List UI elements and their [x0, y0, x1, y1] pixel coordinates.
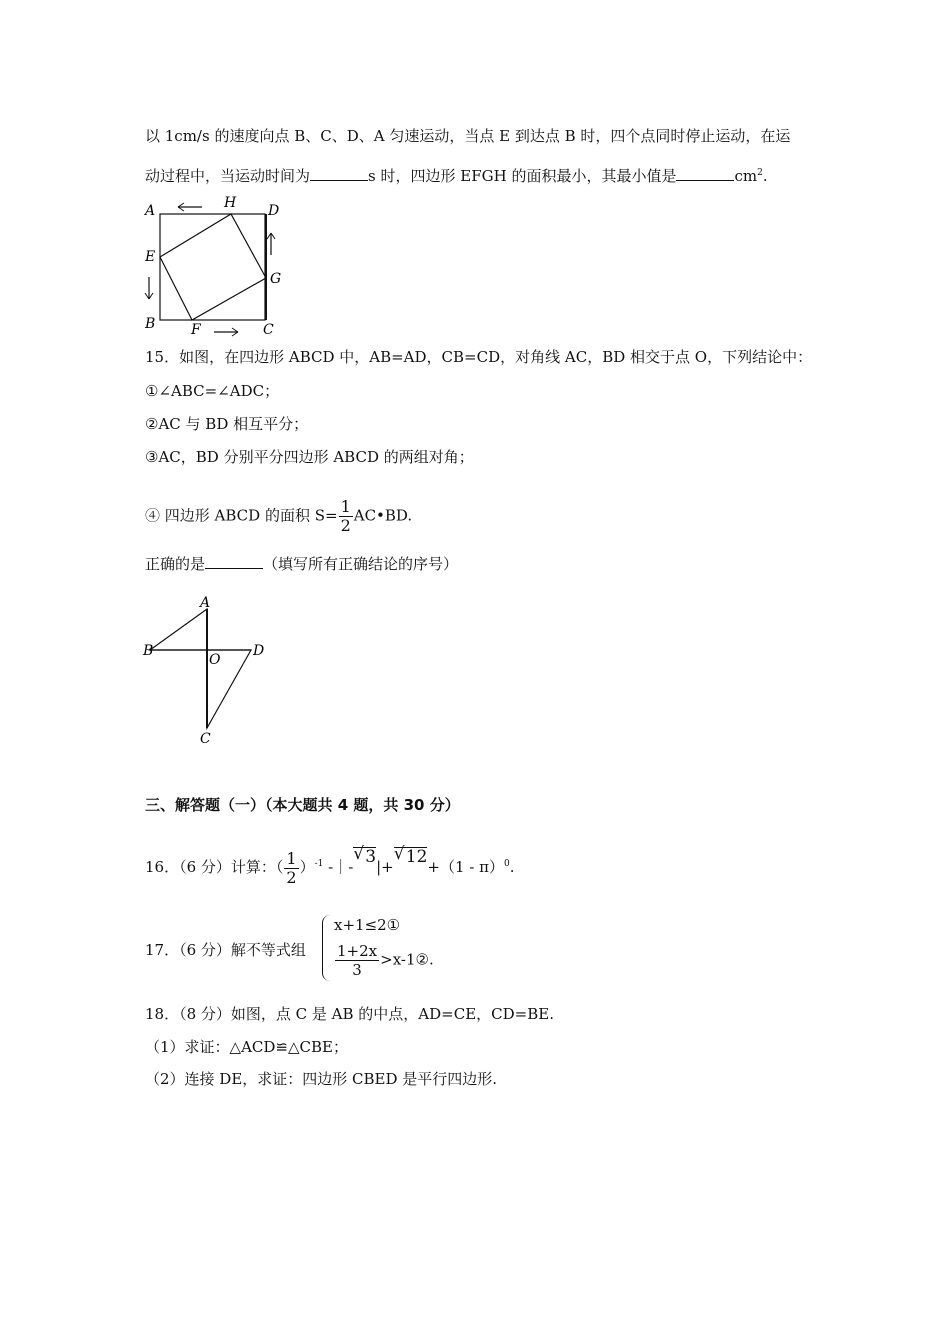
sqrt-3: √ 3 [353, 847, 376, 866]
label-C2: C [200, 731, 211, 747]
label-E: E [145, 249, 156, 265]
kite-figure [140, 593, 280, 753]
label-C: C [263, 322, 274, 338]
p14-line1: 以 1cm/s 的速度向点 B、C、D、A 匀速运动，当点 E 到达点 B 时，四个点同时停止运动，在运 [145, 127, 791, 145]
p14-line2: 动过程中，当运动时间为 s 时，四边形 EFGH 的面积最小，其最小值是 $cm^2$. [145, 167, 768, 185]
label-B: B [145, 316, 156, 332]
p17-row1: x+1≤2① [334, 916, 401, 934]
label-D2: D [253, 643, 265, 659]
label-H: H [224, 195, 237, 211]
label-O: O [209, 652, 221, 668]
label-D: D [268, 203, 280, 219]
label-B2: B [143, 643, 154, 659]
p15-choice-4: ④ 四边形 ABCD 的面积 S= $\frac{1}{2}$ AC•BD. [145, 497, 413, 535]
label-G: G [270, 271, 282, 287]
p18-q1: （1）求证：△ACD≌△CBE； [145, 1038, 348, 1056]
section-title: 三、解答题（一）（本大题共 4 题，共 30 分） [145, 796, 460, 814]
p17-row2: $\frac{1+2x}{3}$ >x-1②. [337, 942, 434, 979]
p17-label: 17．（6 分）解不等式组 [145, 941, 306, 959]
p18-stem: 18．（8 分）如图，点 C 是 AB 的中点，AD=CE，CD=BE. [145, 1005, 554, 1023]
fraction-half: $\frac{1}{2}$ [340, 497, 351, 535]
blank-answer[interactable] [205, 568, 263, 569]
sqrt-12: √ 12 [394, 847, 428, 866]
p15-stem: 15．如图，在四边形 ABCD 中，AB=AD，CB=CD，对角线 AC，BD 相交于点 O，下列结论中： [145, 348, 813, 366]
blank-time[interactable] [310, 180, 368, 181]
p18-q2: （2）连接 DE，求证：四边形 CBED 是平行四边形. [145, 1070, 498, 1088]
p15-choice-2: ②AC 与 BD 相互平分； [145, 415, 309, 433]
fraction-1-2x-3: $\frac{1+2x}{3}$ [337, 942, 378, 979]
fraction-half-16: $\frac{1}{2}$ [286, 848, 297, 887]
label-A: A [145, 203, 156, 219]
square-figure [140, 195, 300, 340]
p16: 16．（6 分）计算：（ $\frac{1}{2}$ ）$^{-1}$ -｜-√ 3|+√ 12+（1 - π）$^0$. [145, 842, 514, 889]
p17-brace [322, 915, 331, 981]
p15-choice-1: ①∠ABC=∠ADC； [145, 382, 280, 400]
label-F: F [191, 322, 201, 338]
label-A2: A [200, 595, 211, 611]
p15-answer: 正确的是 （填写所有正确结论的序号） [145, 555, 459, 573]
blank-area[interactable] [676, 180, 734, 181]
p15-choice-3: ③AC，BD 分别平分四边形 ABCD 的两组对角； [145, 448, 474, 466]
